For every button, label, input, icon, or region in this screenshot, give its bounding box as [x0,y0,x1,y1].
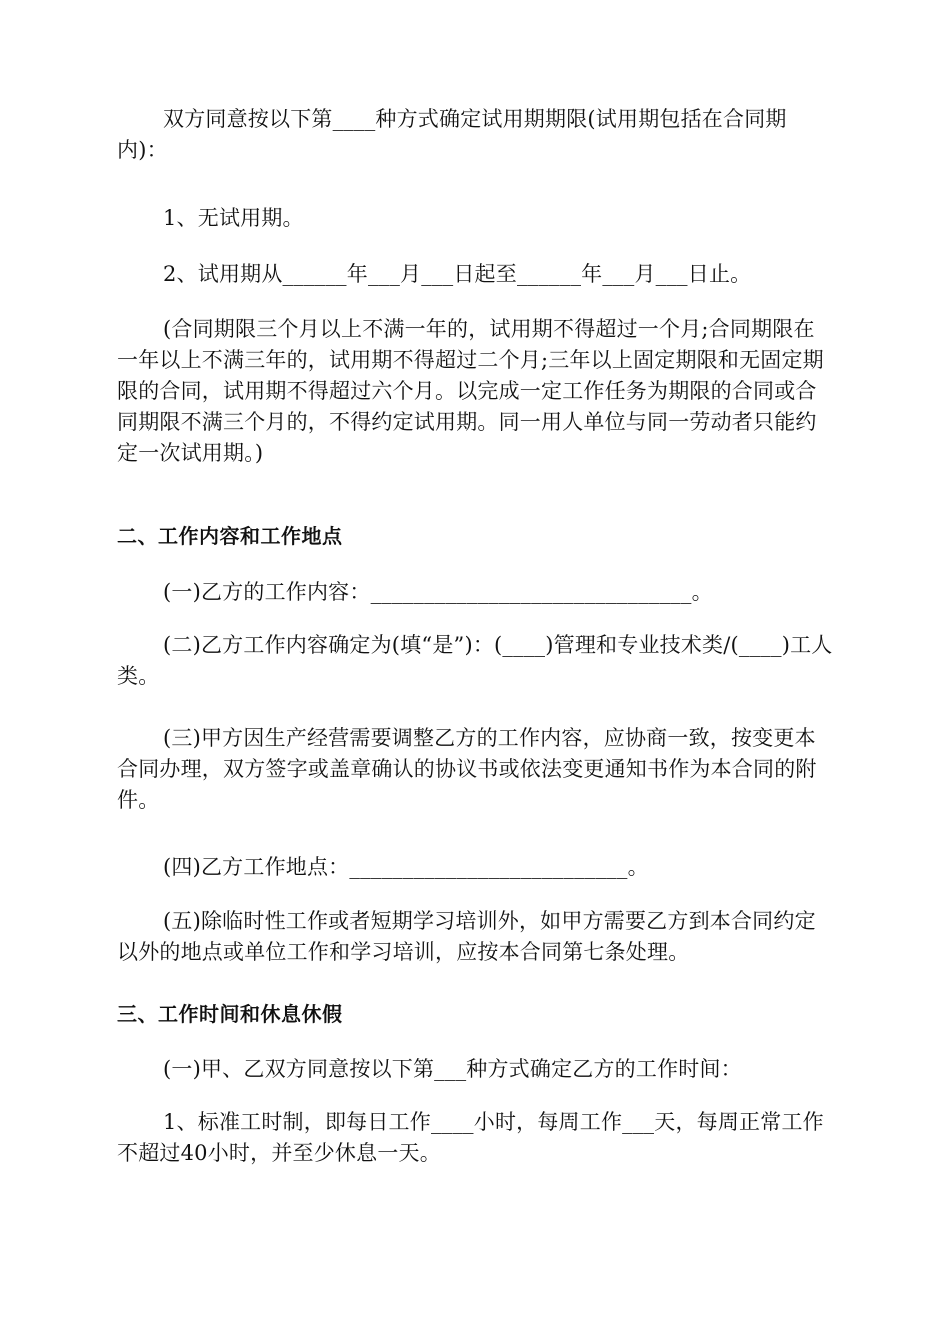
section-2-heading: 二、工作内容和工作地点 [117,524,343,548]
probation-note-paragraph: (合同期限三个月以上不满一年的，试用期不得超过一个月;合同期限在一年以上不满三年的，试用期不得超过二个月;三年以上固定期限和无固定期限的合同，试用期不得超过六个月。以完成一定工作任务为期限的合同或合同期限不满三个月的，不得约定试用期。同一用人单位与同一劳动者只能约定一次试用期。) [117,317,824,465]
section-2-item-1: (一)乙方的工作内容：______________________________。 [163,580,713,604]
section-2-item-5: (五)除临时性工作或者短期学习培训外，如甲方需要乙方到本合同约定以外的地点或单位工作和学习培训，应按本合同第七条处理。 [117,909,816,964]
section-3-option-1: 1、标准工时制，即每日工作____小时，每周工作___天，每周正常工作不超过40小时，并至少休息一天。 [117,1110,824,1165]
section-3-heading: 三、工作时间和休息休假 [117,1002,343,1026]
probation-option-2: 2、试用期从______年___月___日起至______年___月___日止。 [163,262,752,286]
probation-intro-paragraph: 双方同意按以下第____种方式确定试用期期限(试用期包括在合同期内)： [117,107,787,162]
section-2-item-4: (四)乙方工作地点：__________________________。 [163,855,649,879]
section-2-item-2: (二)乙方工作内容确定为(填“是”)：(____)管理和专业技术类/(____)工人类。 [117,633,833,688]
section-2-item-3: (三)甲方因生产经营需要调整乙方的工作内容，应协商一致，按变更本合同办理，双方签字或盖章确认的协议书或依法变更通知书作为本合同的附件。 [117,726,817,812]
section-3-item-1: (一)甲、乙双方同意按以下第___种方式确定乙方的工作时间： [163,1057,742,1081]
probation-option-1: 1、无试用期。 [163,206,304,230]
